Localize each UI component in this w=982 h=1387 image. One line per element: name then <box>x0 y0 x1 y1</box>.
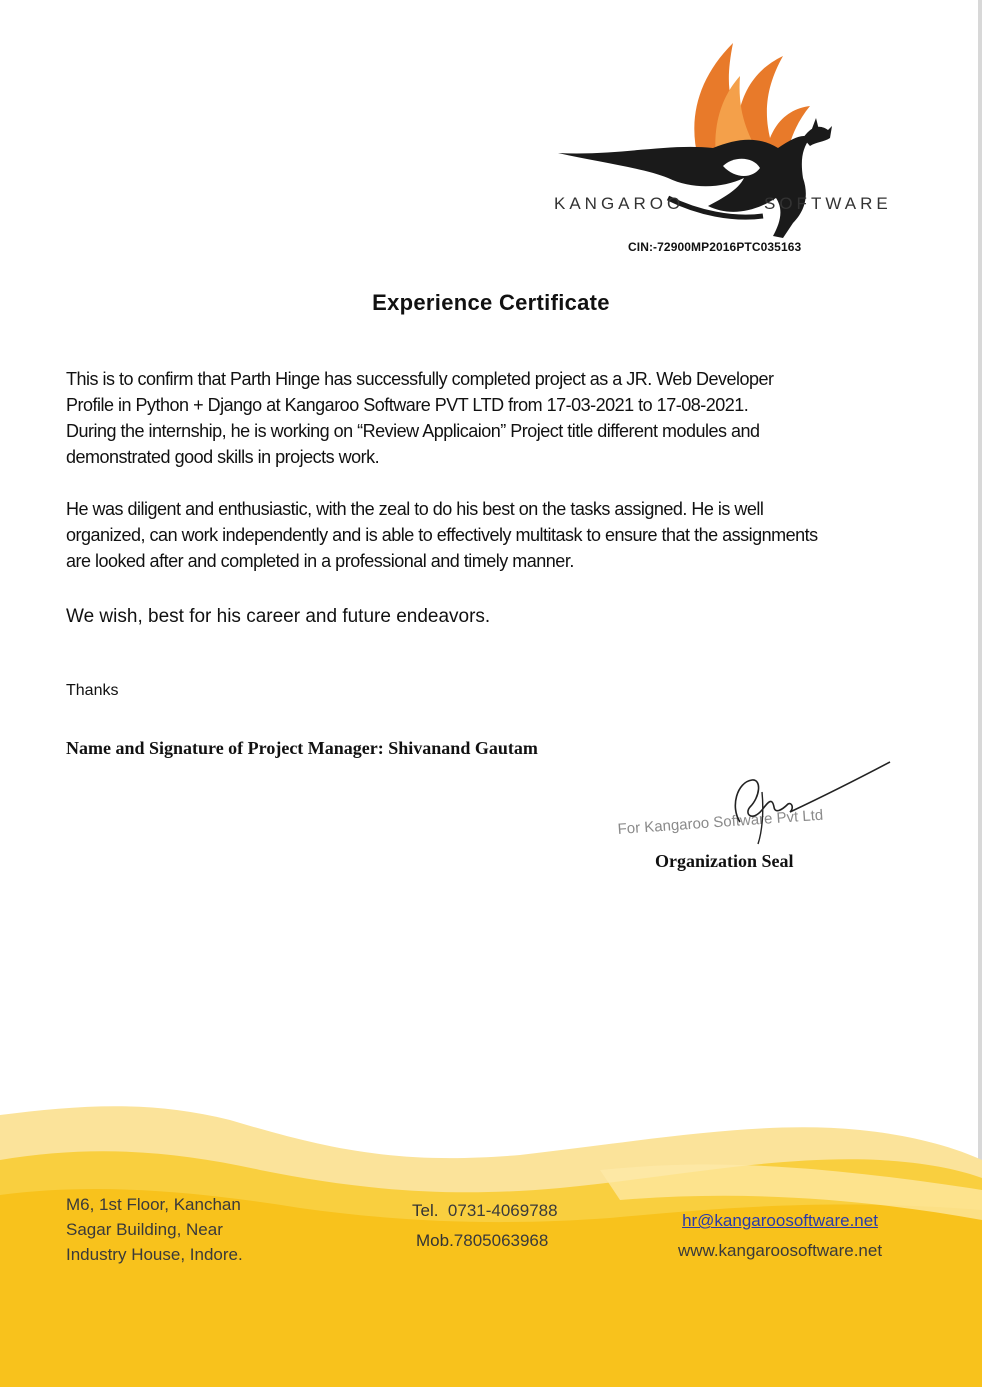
paragraph-line: organized, can work independently and is able to effectively multitask to ensure that the assignments <box>66 525 818 545</box>
address-line: Industry House, Indore. <box>66 1245 243 1264</box>
cin-number: CIN:-72900MP2016PTC035163 <box>628 240 802 254</box>
thanks-text: Thanks <box>66 682 119 699</box>
kangaroo-software-logo <box>548 38 913 238</box>
mob-label: Mob. <box>416 1231 454 1250</box>
manager-name-line: Name and Signature of Project Manager: Shivanand Gautam <box>66 738 538 758</box>
kangaroo-logo-icon <box>548 38 913 238</box>
tel-value: 0731-4069788 <box>447 1201 558 1220</box>
organization-seal-signature <box>612 752 902 847</box>
paragraph-evaluation <box>66 496 866 574</box>
organization-seal-label: Organization Seal <box>655 851 794 871</box>
paragraph-line: This is to confirm that Parth Hinge has successfully completed project as a JR. Web Developer <box>66 369 774 389</box>
telephone-row <box>412 1196 558 1226</box>
email-link[interactable]: hr@kangaroosoftware.net <box>682 1211 878 1230</box>
address-line: Sagar Building, Near <box>66 1220 223 1239</box>
tel-label: Tel. <box>412 1201 439 1220</box>
address-line: M6, 1st Floor, Kanchan <box>66 1195 241 1214</box>
paragraph-line: are looked after and completed in a professional and timely manner. <box>66 551 574 571</box>
paragraph-wishes: We wish, best for his career and future endeavors. <box>66 606 491 627</box>
signature-icon <box>612 752 902 847</box>
paragraph-confirmation <box>66 366 866 470</box>
footer-web <box>640 1206 920 1266</box>
footer-address <box>66 1192 243 1267</box>
paragraph-line: demonstrated good skills in projects work. <box>66 447 380 467</box>
paragraph-line: Profile in Python + Django at Kangaroo Software PVT LTD from 17-03-2021 to 17-08-2021. <box>66 395 749 415</box>
paragraph-line: During the internship, he is working on “Review Applicaion” Project title different modules and <box>66 421 760 441</box>
logo-right-word: SOFTWARE <box>764 194 892 213</box>
paragraph-line: He was diligent and enthusiastic, with the zeal to do his best on the tasks assigned. He is well <box>66 499 764 519</box>
seal-stamp-text: For Kangaroo Software Pvt Ltd <box>617 806 824 838</box>
mobile-row <box>412 1226 558 1256</box>
mob-value: 7805063968 <box>453 1231 549 1250</box>
website-text: www.kangaroosoftware.net <box>677 1241 883 1260</box>
certificate-title: Experience Certificate <box>372 290 610 315</box>
logo-left-word: KANGAROO <box>554 194 685 213</box>
footer-contact <box>412 1196 558 1256</box>
